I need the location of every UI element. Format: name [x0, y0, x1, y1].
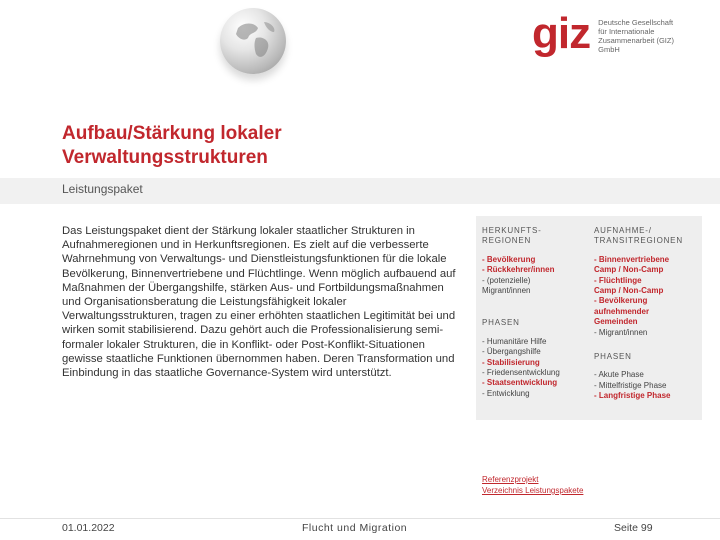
list-item: - (potenzielle): [482, 275, 531, 285]
list-item: - Flüchtlinge: [594, 275, 642, 285]
list-item: Camp / Non-Camp: [594, 286, 664, 296]
globe-logo-icon: [220, 8, 286, 74]
phases-list: [594, 370, 696, 401]
list-item: Camp / Non-Camp: [594, 265, 664, 275]
footer-topic: Flucht und Migration: [302, 522, 408, 534]
phases-heading: PHASEN: [482, 318, 520, 328]
giz-logo-mark: giz: [532, 9, 591, 58]
list-item: - Stabilisierung: [482, 357, 540, 367]
reference-project-link[interactable]: Referenzprojekt: [482, 475, 539, 484]
list-item: aufnehmender: [594, 306, 650, 316]
list-item: - Friedensentwicklung: [482, 368, 560, 378]
list-item: - Rückkehrer/innen: [482, 265, 555, 275]
list-item: - Mittelfristige Phase: [594, 380, 667, 390]
list-item: - Übergangshilfe: [482, 347, 541, 357]
list-item: - Langfristige Phase: [594, 391, 671, 401]
giz-logo-text: Deutsche Gesellschaft für Internationale Zusammenarbeit (GIZ) GmbH: [598, 18, 674, 54]
body-text: Das Leistungspaket dient der Stärkung lokaler staatlicher Strukturen in Aufnahmeregionen und in Herkunftsregionen. Es zielt auf die verbesserte Wahrnehmung von Verwaltungs- und Dienstleistungsfunktionen für die lokale Bevölkerung, Binnenvertriebene und Flüchtlinge. Wenn möglich aufbauend auf Maßnahmen der Übergangshilfe, stärken Aus- und Fortbildungsmaßnahmen und Organisationsberatung die Leistungsfähigkeit lokaler Verwaltungsstrukturen, tragen zu einer erhöhten staatlichen Legitimität bei und wirken somit stabilisierend. Dazu gehört auch die Professionalisierung semi-formaler lokaler Strukturen, die in Konflikt- oder Post-Konflikt-Situationen gewisse staatliche Funktionen übernommen haben. Deren Transformation und Einbindung in das staatliche Governance-System wird unterstützt.: [62, 225, 456, 380]
list-item: Gemeinden: [594, 317, 638, 327]
list-item: - Akute Phase: [594, 370, 644, 380]
list-item: - Humanitäre Hilfe: [482, 336, 547, 346]
target-group-list: [482, 255, 584, 297]
list-item: - Staatsentwicklung: [482, 378, 558, 388]
link-group: [482, 474, 583, 496]
subtitle: Leistungspaket: [62, 182, 143, 196]
package-directory-link[interactable]: Verzeichnis Leistungspakete: [482, 486, 584, 495]
list-item: - Migrant/innen: [594, 327, 648, 337]
list-item: - Bevölkerung: [482, 254, 536, 264]
page-number: Seite 99: [614, 522, 653, 534]
panel-herkunftsregionen: [476, 216, 590, 420]
footer-date: 01.01.2022: [62, 522, 115, 534]
target-group-list: [594, 255, 696, 338]
list-item: - Binnenvertriebene: [594, 254, 670, 264]
list-item: Migrant/innen: [482, 286, 531, 296]
panel-aufnahmeregionen: [588, 216, 702, 420]
panel-heading: HERKUNFTS- REGIONEN: [482, 226, 542, 246]
panel-heading: AUFNAHME-/ TRANSITREGIONEN: [594, 226, 683, 246]
giz-logo: [532, 9, 688, 58]
phases-heading: PHASEN: [594, 352, 632, 362]
page-title: Aufbau/Stärkung lokaler Verwaltungsstrukturen: [62, 123, 282, 168]
footer-divider: [0, 518, 720, 519]
phases-list: [482, 337, 584, 399]
list-item: - Bevölkerung: [594, 296, 648, 306]
list-item: - Entwicklung: [482, 388, 530, 398]
